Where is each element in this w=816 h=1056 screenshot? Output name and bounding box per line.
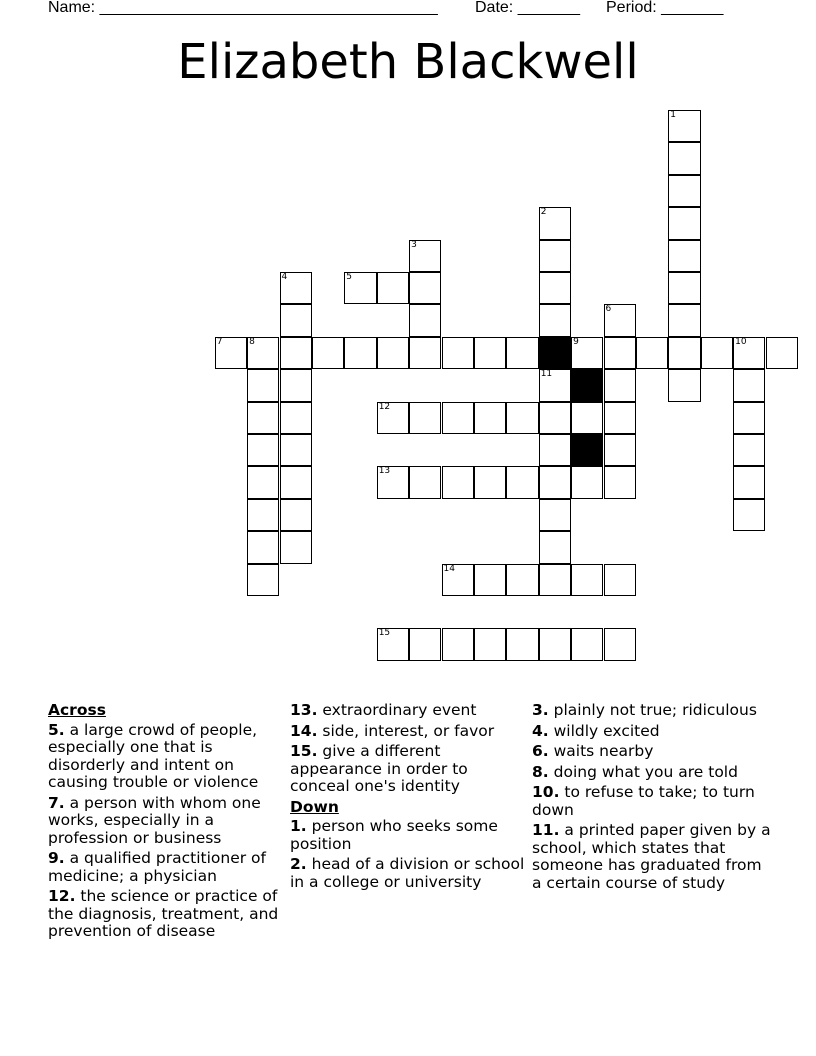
grid-cell[interactable] — [377, 466, 409, 498]
grid-cell[interactable] — [280, 369, 312, 401]
grid-cell[interactable] — [247, 402, 279, 434]
clue-text: extraordinary event — [322, 701, 477, 719]
grid-cell[interactable] — [247, 337, 279, 369]
clue-number: 3 — [411, 239, 417, 250]
grid-cell[interactable] — [604, 434, 636, 466]
clue-text: waits nearby — [553, 742, 654, 760]
grid-cell[interactable] — [636, 337, 668, 369]
grid-cell[interactable] — [506, 564, 538, 596]
clue-text: a printed paper given by a school, which states that someone has graduated from a certain course of study — [532, 821, 771, 892]
across-heading: Across — [48, 701, 106, 719]
grid-cell[interactable] — [766, 337, 798, 369]
clue-text: the science or practice of the diagnosis, treatment, and prevention of disease — [48, 887, 279, 940]
grid-cell[interactable] — [539, 369, 571, 401]
grid-cell[interactable] — [344, 272, 376, 304]
grid-cell[interactable] — [506, 466, 538, 498]
clue-number: 11 — [540, 369, 553, 380]
grid-cell[interactable] — [668, 110, 700, 142]
grid-cell[interactable] — [474, 628, 506, 660]
grid-cell[interactable] — [442, 402, 474, 434]
period-field[interactable]: Period: _______ — [606, 0, 724, 16]
clue-number: 9 — [573, 336, 579, 347]
grid-cell[interactable] — [247, 564, 279, 596]
clue-text: head of a division or school in a college or university — [290, 855, 525, 891]
clue-num: 3. — [532, 701, 549, 719]
grid-cell[interactable] — [604, 628, 636, 660]
grid-cell[interactable] — [668, 369, 700, 401]
clue-number: 8 — [249, 336, 255, 347]
grid-cell[interactable] — [733, 369, 765, 401]
clue-number: 1 — [670, 110, 677, 120]
clue-text: side, interest, or favor — [322, 721, 495, 740]
grid-cell[interactable] — [474, 466, 506, 498]
clue-num: 2. — [290, 855, 307, 873]
down-heading: Down — [290, 797, 339, 816]
grid-cell[interactable] — [474, 337, 506, 369]
clue-item — [532, 723, 772, 741]
grid-cell-black — [571, 434, 603, 466]
clue-number: 4 — [281, 272, 288, 282]
grid-cell-black — [539, 337, 571, 369]
grid-cell[interactable] — [247, 369, 279, 401]
grid-cell[interactable] — [668, 240, 700, 272]
grid-cell[interactable] — [571, 402, 603, 434]
clue-number: 13 — [378, 466, 391, 477]
grid-cell[interactable] — [377, 402, 409, 434]
clue-item — [48, 795, 280, 848]
clue-text: person who seeks some position — [290, 817, 498, 853]
grid-cell[interactable] — [539, 531, 571, 563]
grid-cell[interactable] — [539, 240, 571, 272]
grid-cell[interactable] — [247, 434, 279, 466]
clue-num: 11. — [532, 821, 560, 839]
clue-number: 6 — [605, 304, 612, 315]
clue-item — [48, 850, 280, 885]
grid-cell[interactable] — [733, 466, 765, 498]
clue-num: 13. — [290, 701, 318, 719]
clue-item — [290, 818, 525, 853]
grid-cell[interactable] — [442, 466, 474, 498]
grid-cell[interactable] — [409, 304, 441, 336]
clue-number: 15 — [378, 628, 391, 639]
grid-cell[interactable] — [409, 628, 441, 660]
grid-cell[interactable] — [377, 337, 409, 369]
grid-cell[interactable] — [280, 434, 312, 466]
clue-number: 5 — [346, 272, 353, 282]
clue-item — [532, 784, 772, 819]
grid-cell[interactable] — [280, 499, 312, 531]
grid-cell[interactable] — [442, 564, 474, 596]
grid-cell[interactable] — [668, 304, 700, 336]
clue-item — [532, 764, 772, 782]
grid-cell[interactable] — [506, 628, 538, 660]
grid-cell[interactable] — [442, 628, 474, 660]
clue-item — [290, 743, 525, 796]
clue-number: 7 — [216, 336, 223, 347]
grid-cell[interactable] — [539, 628, 571, 660]
clue-text: give a different appearance in order to conceal one's identity — [290, 742, 468, 795]
grid-cell[interactable] — [604, 369, 636, 401]
clue-text: a person with whom one works, especially in a profession or business — [48, 793, 261, 847]
clue-text: wildly excited — [553, 721, 660, 740]
grid-cell[interactable] — [539, 499, 571, 531]
clue-item — [290, 723, 525, 741]
clue-num: 9. — [48, 849, 65, 867]
grid-cell[interactable] — [668, 142, 700, 174]
grid-cell[interactable] — [312, 337, 344, 369]
grid-cell[interactable] — [247, 531, 279, 563]
grid-cell[interactable] — [280, 466, 312, 498]
grid-cell[interactable] — [539, 564, 571, 596]
grid-cell[interactable] — [604, 466, 636, 498]
grid-cell[interactable] — [474, 402, 506, 434]
clue-text: doing what you are told — [553, 762, 738, 781]
clue-num: 1. — [290, 817, 307, 835]
grid-cell[interactable] — [571, 466, 603, 498]
grid-cell[interactable] — [506, 402, 538, 434]
grid-cell[interactable] — [539, 304, 571, 336]
grid-cell[interactable] — [571, 564, 603, 596]
grid-cell[interactable] — [409, 402, 441, 434]
clue-item — [48, 888, 280, 941]
grid-cell[interactable] — [668, 175, 700, 207]
grid-cell[interactable] — [539, 402, 571, 434]
clue-number: 12 — [378, 401, 391, 412]
name-field[interactable]: Name: ______________________________________ — [48, 0, 438, 16]
grid-cell[interactable] — [604, 402, 636, 434]
clue-number: 10 — [735, 336, 747, 347]
grid-cell[interactable] — [539, 272, 571, 304]
page-title: Elizabeth Blackwell — [177, 34, 639, 90]
grid-cell[interactable] — [442, 337, 474, 369]
grid-cell[interactable] — [604, 337, 636, 369]
grid-cell[interactable] — [539, 207, 571, 239]
grid-cell[interactable] — [733, 434, 765, 466]
clue-text: plainly not true; ridiculous — [553, 701, 757, 719]
clue-text: a qualified practitioner of medicine; a physician — [48, 849, 266, 885]
grid-cell[interactable] — [377, 272, 409, 304]
clue-number: 2 — [540, 207, 547, 218]
grid-cell[interactable] — [280, 304, 312, 336]
grid-cell[interactable] — [733, 402, 765, 434]
clue-text: a large crowd of people, especially one that is disorderly and intent on causing trouble or violence — [48, 720, 259, 791]
clue-item — [532, 702, 772, 720]
clue-item — [532, 822, 772, 892]
clue-num: 12. — [48, 887, 76, 905]
grid-cell[interactable] — [247, 499, 279, 531]
grid-cell[interactable] — [701, 337, 733, 369]
grid-cell[interactable] — [506, 337, 538, 369]
clue-item — [290, 702, 525, 720]
grid-cell[interactable] — [280, 272, 312, 304]
grid-cell-black — [571, 369, 603, 401]
clue-num: 15. — [290, 742, 318, 760]
clue-item — [532, 743, 772, 761]
clues-column-1 — [48, 702, 280, 944]
grid-cell[interactable] — [409, 337, 441, 369]
clue-item — [290, 856, 525, 891]
grid-cell[interactable] — [280, 402, 312, 434]
grid-cell[interactable] — [344, 337, 376, 369]
grid-cell[interactable] — [280, 337, 312, 369]
grid-cell[interactable] — [247, 466, 279, 498]
clue-num: 8. — [532, 762, 549, 781]
grid-cell[interactable] — [733, 499, 765, 531]
grid-cell[interactable] — [409, 240, 441, 272]
grid-cell[interactable] — [668, 337, 700, 369]
grid-cell[interactable] — [215, 337, 247, 369]
clues-column-3 — [532, 702, 772, 895]
clues-column-2 — [290, 702, 525, 894]
clue-item — [48, 722, 280, 792]
clue-num: 14. — [290, 721, 318, 740]
grid-cell[interactable] — [409, 466, 441, 498]
grid-cell[interactable] — [668, 272, 700, 304]
date-field[interactable]: Date: _______ — [475, 0, 580, 16]
clue-num: 7. — [48, 793, 65, 812]
clue-num: 5. — [48, 720, 65, 739]
grid-cell[interactable] — [571, 337, 603, 369]
grid-cell[interactable] — [604, 304, 636, 336]
grid-cell[interactable] — [539, 434, 571, 466]
clue-num: 4. — [532, 721, 549, 740]
clue-text: to refuse to take; to turn down — [532, 783, 755, 819]
clue-num: 6. — [532, 742, 549, 760]
grid-cell[interactable] — [604, 564, 636, 596]
clue-num: 10. — [532, 783, 560, 801]
grid-cell[interactable] — [733, 337, 765, 369]
clue-number: 14 — [443, 563, 455, 574]
grid-cell[interactable] — [668, 207, 700, 239]
grid-cell[interactable] — [539, 466, 571, 498]
grid-cell[interactable] — [409, 272, 441, 304]
grid-cell[interactable] — [474, 564, 506, 596]
grid-cell[interactable] — [571, 628, 603, 660]
grid-cell[interactable] — [377, 628, 409, 660]
grid-cell[interactable] — [280, 531, 312, 563]
